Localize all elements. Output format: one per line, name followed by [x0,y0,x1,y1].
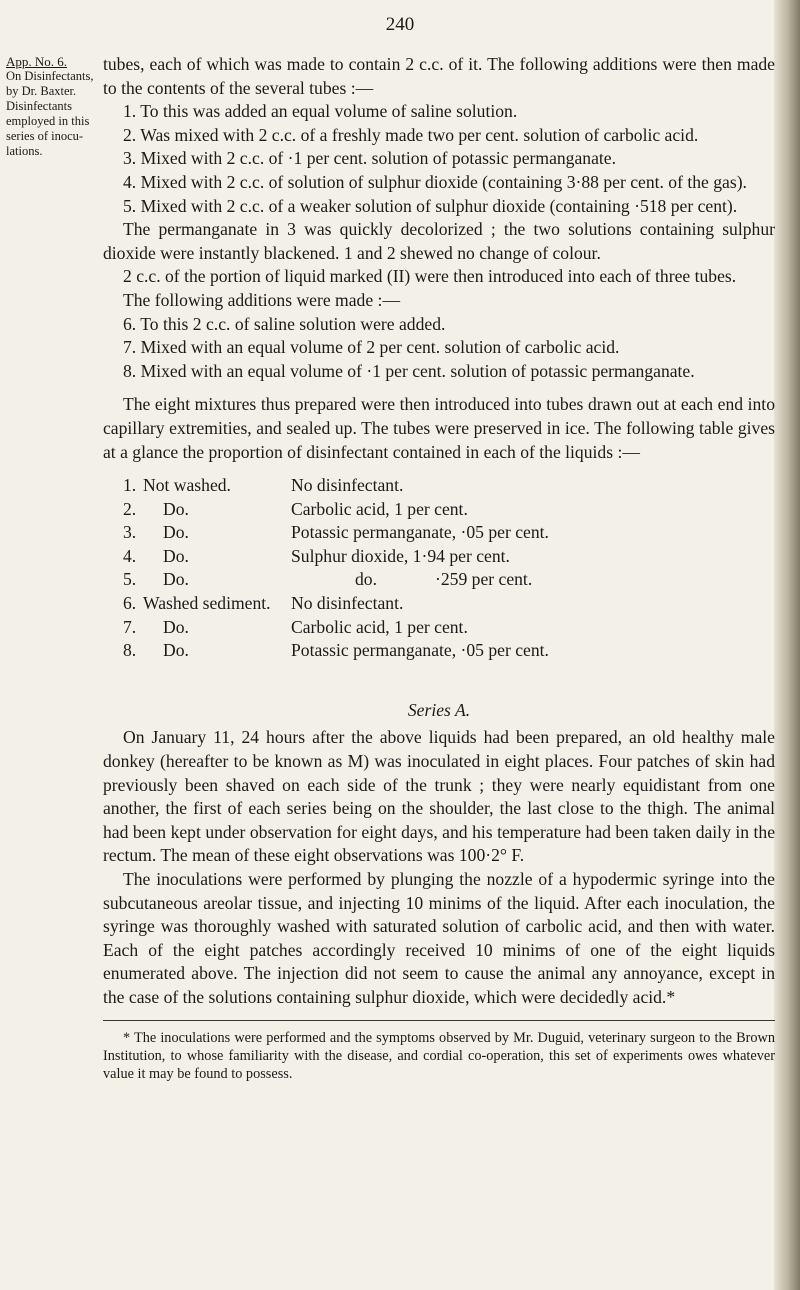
concentration: ·259 per cent. [435,569,533,590]
footnote: * The inoculations were performed and the symptoms observed by Mr. Duguid, veterinary surgeon to the Brown Institution, to whose familiarity with the disease, and cordial co-operation, this set of experiments owes whatever value it may be found to possess. [103,1029,775,1082]
table-row [123,474,775,498]
disinfectant: No disinfectant. [291,475,404,496]
paragraph: 4. Mixed with 2 c.c. of solution of sulphur dioxide (containing 3·88 per cent. of the gas). [123,171,747,192]
disinfectant: do. [355,569,377,590]
table-row [123,545,775,569]
paragraph: 8. Mixed with an equal volume of ·1 per cent. solution of potassic permanganate. [123,360,695,381]
sample-type: Do. [163,522,189,543]
paragraph: 6. To this 2 c.c. of saline solution were added. [123,313,446,334]
margin-note-line: Disinfectants [6,99,72,113]
footnote-divider [103,1020,775,1021]
paragraph: 7. Mixed with an equal volume of 2 per cent. solution of carbolic acid. [123,337,620,358]
margin-note-line: employed in this [6,114,90,128]
sample-type: Do. [163,616,189,637]
paragraph: 1. To this was added an equal volume of saline solution. [123,101,518,122]
paragraph: tubes, each of which was made to contain 2 c.c. of it. The following additions were then made to the contents of the several tubes :— [103,54,775,98]
sample-type: Do. [163,569,189,590]
table-row [123,616,775,640]
margin-note-line: On Disinfectants, [6,69,94,83]
series-heading: Series A. [407,699,471,720]
margin-note-line: lations. [6,144,43,158]
disinfectant: Carbolic acid, 1 per cent. [291,616,468,637]
paragraph: On January 11, 24 hours after the above liquids had been prepared, an old healthy male donkey (hereafter to be known as M) was inoculated in eight places. Four patches of skin had previously been shaved on each side of the trunk ; they were nearly equidistant from one another, the first of each series being on the shoulder, the last close to the thigh. The animal had been kept under observation for eight days, and his temperature had been taken daily in the rectum. The mean of these eight observations was 100·2° F. [103,727,775,866]
disinfectant: No disinfectant. [291,593,404,614]
page-number: 240 [385,14,415,35]
table-row [123,568,775,592]
paragraph: The inoculations were performed by plunging the nozzle of a hypodermic syringe into the subcutaneous areolar tissue, and injecting 10 minims of the liquid. After each inoculation, the syringe was thoroughly washed with saturated solution of carbolic acid, and then with water. Each of the eight patches accordingly received 10 minims of one of the eight liquids enumerated above. The injection did not seem to cause the animal any annoyance, except in the case of the solutions containing sulphur dioxide, which were decidedly acid.* [103,869,775,1007]
table-row [123,592,775,616]
row-number: 3. [123,522,137,543]
row-number: 7. [123,616,137,637]
table-row [123,498,775,522]
margin-note [6,54,96,159]
paragraph: The permanganate in 3 was quickly decolorized ; the two solutions containing sulphur dioxide were instantly blackened. 1 and 2 shewed no change of colour. [103,219,775,263]
table-row [123,521,775,545]
book-spine-edge [774,0,800,1290]
row-number: 6. [123,593,137,614]
disinfectant: Potassic permanganate, ·05 per cent. [291,522,549,543]
disinfectant: Sulphur dioxide, 1·94 per cent. [291,545,510,566]
sample-type: Do. [163,498,189,519]
row-number: 2. [123,498,137,519]
paragraph: The eight mixtures thus prepared were then introduced into tubes drawn out at each end into capillary extremities, and sealed up. The tubes were preserved in ice. The following table gives at a glance the proportion of disinfectant contained in each of the liquids :— [103,394,775,462]
margin-note-line: by Dr. Baxter. [6,84,77,98]
sample-type: Washed sediment. [143,593,271,614]
appendix-reference: App. No. 6. [6,54,68,69]
table-row [123,639,775,663]
paragraph: 5. Mixed with 2 c.c. of a weaker solution of sulphur dioxide (containing ·518 per cent). [123,195,738,216]
paragraph: 3. Mixed with 2 c.c. of ·1 per cent. solution of potassic permanganate. [123,148,616,169]
sample-type: Do. [163,640,189,661]
paragraph: 2. Was mixed with 2 c.c. of a freshly made two per cent. solution of carbolic acid. [123,124,699,145]
row-number: 5. [123,569,137,590]
row-number: 8. [123,640,137,661]
sample-type: Not washed. [143,475,231,496]
margin-note-line: series of inocu- [6,129,84,143]
disinfectant-table [123,474,775,663]
disinfectant: Potassic permanganate, ·05 per cent. [291,640,549,661]
main-text [103,53,775,1083]
sample-type: Do. [163,545,189,566]
paragraph: 2 c.c. of the portion of liquid marked (II) were then introduced into each of three tubes. [123,266,737,287]
disinfectant: Carbolic acid, 1 per cent. [291,498,468,519]
paragraph: The following additions were made :— [123,289,401,310]
row-number: 1. [123,475,137,496]
row-number: 4. [123,545,137,566]
